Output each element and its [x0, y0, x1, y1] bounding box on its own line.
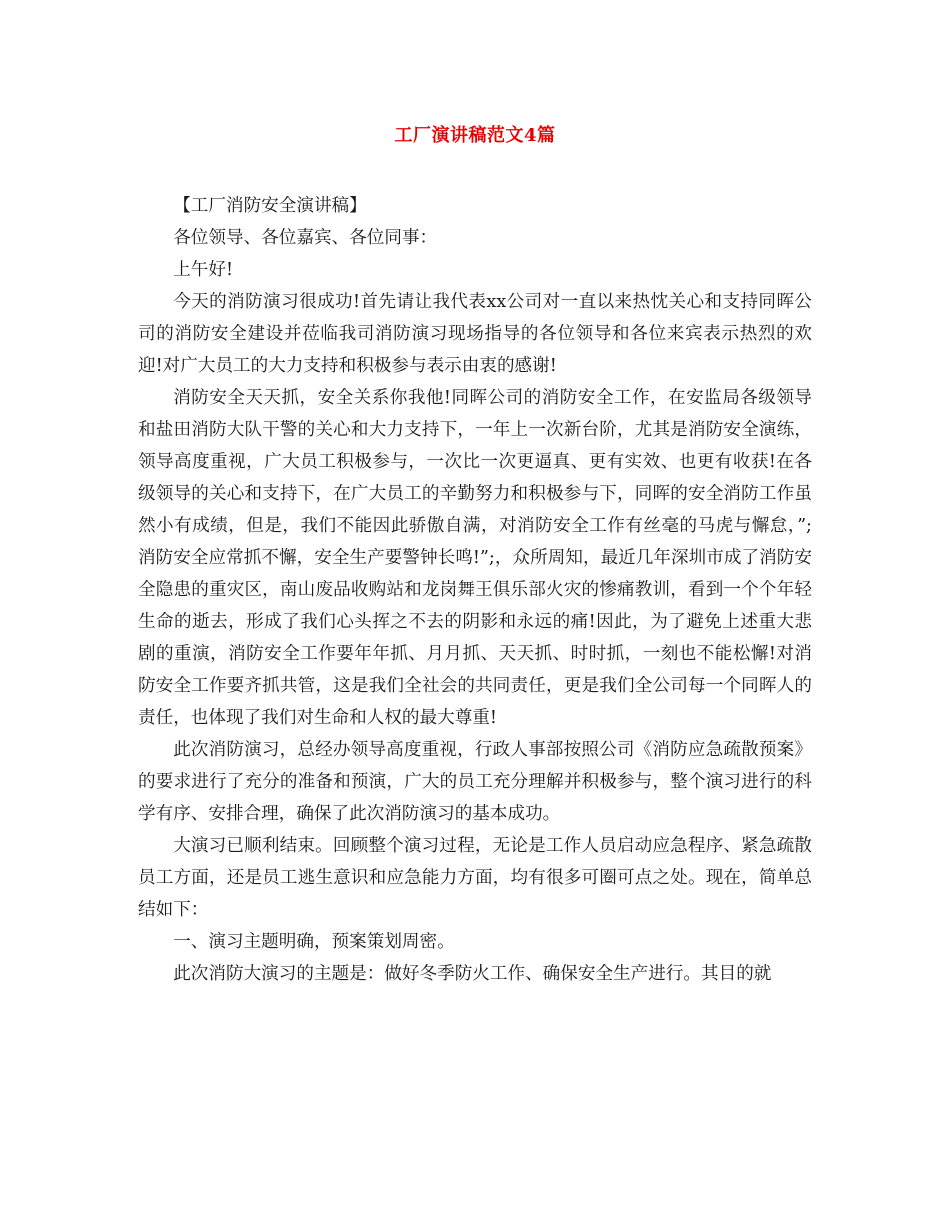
greeting: 上午好!: [173, 260, 234, 280]
document-body: [138, 190, 812, 990]
salutation: 各位领导、各位嘉宾、各位同事：: [173, 228, 438, 248]
section-heading: 【工厂消防安全演讲稿】: [173, 196, 367, 216]
body-paragraph: 今天的消防演习很成功!首先请让我代表xx公司对一直以来热忱关心和支持同晖公司的消防安全建设并莅临我司消防演习现场指导的各位领导和各位来宾表示热烈的欢迎!对广大员工的大力支持和积极参与表示由衷的感谢!: [138, 292, 812, 376]
document-title: 工厂演讲稿范文4篇: [394, 125, 556, 146]
body-paragraph: 消防安全天天抓，安全关系你我他!同晖公司的消防安全工作，在安监局各级领导和盐田消防大队干警的关心和大力支持下，一年上一次新台阶，尤其是消防安全演练，领导高度重视，广大员工积极参与，一次比一次更逼真、更有实效、也更有收获!在各级领导的关心和支持下，在广大员工的辛勤努力和积极参与下，同晖的安全消防工作虽然小有成绩，但是，我们不能因此骄傲自满，对消防安全工作有丝毫的马虎与懈怠，”;消防安全应常抓不懈，安全生产要警钟长鸣!”;，众所周知，最近几年深圳市成了消防安全隐患的重灾区，南山废品收购站和龙岗舞王俱乐部火灾的惨痛教训，看到一个个年轻生命的逝去，形成了我们心头挥之不去的阴影和永远的痛!因此，为了避免上述重大悲剧的重演，消防安全工作要年年抓、月月抓、天天抓、时时抓，一刻也不能松懈!对消防安全工作要齐抓共管，这是我们全社会的共同责任，更是我们全公司每一个同晖人的责任，也体现了我们对生命和人权的最大尊重!: [138, 388, 812, 728]
body-paragraph: 此次消防大演习的主题是：做好冬季防火工作、确保安全生产进行。其目的就: [173, 964, 772, 984]
body-paragraph: 大演习已顺利结束。回顾整个演习过程，无论是工作人员启动应急程序、紧急疏散员工方面，还是员工逃生意识和应急能力方面，均有很多可圈可点之处。现在，简单总结如下：: [138, 836, 812, 920]
body-paragraph: 此次消防演习，总经办领导高度重视，行政人事部按照公司《消防应急疏散预案》的要求进行了充分的准备和预演，广大的员工充分理解并积极参与，整个演习进行的科学有序、安排合理，确保了此次消防演习的基本成功。: [138, 740, 812, 824]
subheading: 一、演习主题明确，预案策划周密。: [173, 932, 455, 952]
